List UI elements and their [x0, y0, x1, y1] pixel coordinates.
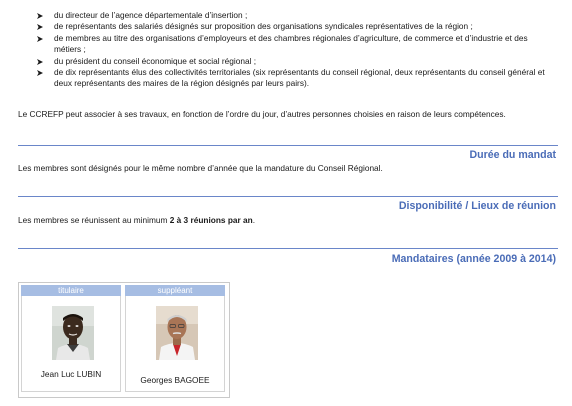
list-item-text: de membres au titre des organisations d’employeurs et des chambres régionales d’agriculture, de commerce et d’industrie et des métiers ;	[54, 32, 528, 55]
suppleant-name: Georges BAGOEE	[140, 375, 210, 385]
section-title-mandataires: Mandataires (année 2009 à 2014)	[391, 253, 556, 265]
suppleant-header: suppléant	[125, 285, 225, 296]
arrow-bullet-icon	[36, 35, 44, 43]
section-text-disponibilite	[18, 215, 255, 226]
meetings-frequency: 2 à 3 réunions par an	[169, 215, 253, 225]
text-segment: .	[252, 215, 256, 225]
list-item-text: de dix représentants élus des collectivités territoriales (six représentants du conseil régional, deux représentants du conseil général et deux représentants des maires de la région désignés par leurs pairs).	[54, 67, 545, 89]
suppleant-photo	[156, 306, 198, 360]
titulaire-name: Jean Luc LUBIN	[40, 369, 102, 379]
section-divider	[18, 196, 558, 197]
arrow-bullet-icon	[36, 12, 44, 20]
member-list	[36, 10, 556, 90]
list-item	[36, 21, 556, 32]
arrow-bullet-icon	[36, 23, 44, 31]
suppleant-column	[125, 285, 225, 393]
list-item-text: du président du conseil économique et social régional ;	[54, 55, 257, 66]
section-divider	[18, 145, 558, 146]
section-divider	[18, 248, 558, 249]
section-text-duree: Les membres sont désignés pour le même nombre d’année que la mandature du Conseil Régional.	[18, 163, 383, 173]
titulaire-cell	[21, 296, 121, 392]
section-title-disponibilite: Disponibilité / Lieux de réunion	[398, 200, 556, 212]
list-item-text: du directeur de l’agence départementale d’insertion ;	[54, 10, 248, 20]
list-item	[36, 10, 556, 21]
arrow-bullet-icon	[36, 69, 44, 77]
list-item	[36, 33, 556, 56]
list-item	[36, 67, 556, 90]
mandataires-table	[18, 282, 230, 398]
titulaire-header: titulaire	[21, 285, 121, 296]
intro-paragraph: Le CCREFP peut associer à ses travaux, en fonction de l’ordre du jour, d’autres personnes choisies en raison de leurs compétences.	[18, 109, 506, 119]
titulaire-column	[21, 285, 121, 393]
titulaire-photo	[52, 306, 94, 360]
suppleant-cell	[125, 296, 225, 392]
list-item-text: de représentants des salariés désignés sur proposition des organisations syndicales représentatives de la région ;	[54, 21, 473, 32]
section-title-duree: Durée du mandat	[469, 149, 556, 161]
arrow-bullet-icon	[36, 58, 44, 66]
list-item	[36, 56, 556, 67]
text-segment: Les membres se réunissent au minimum	[18, 215, 170, 225]
